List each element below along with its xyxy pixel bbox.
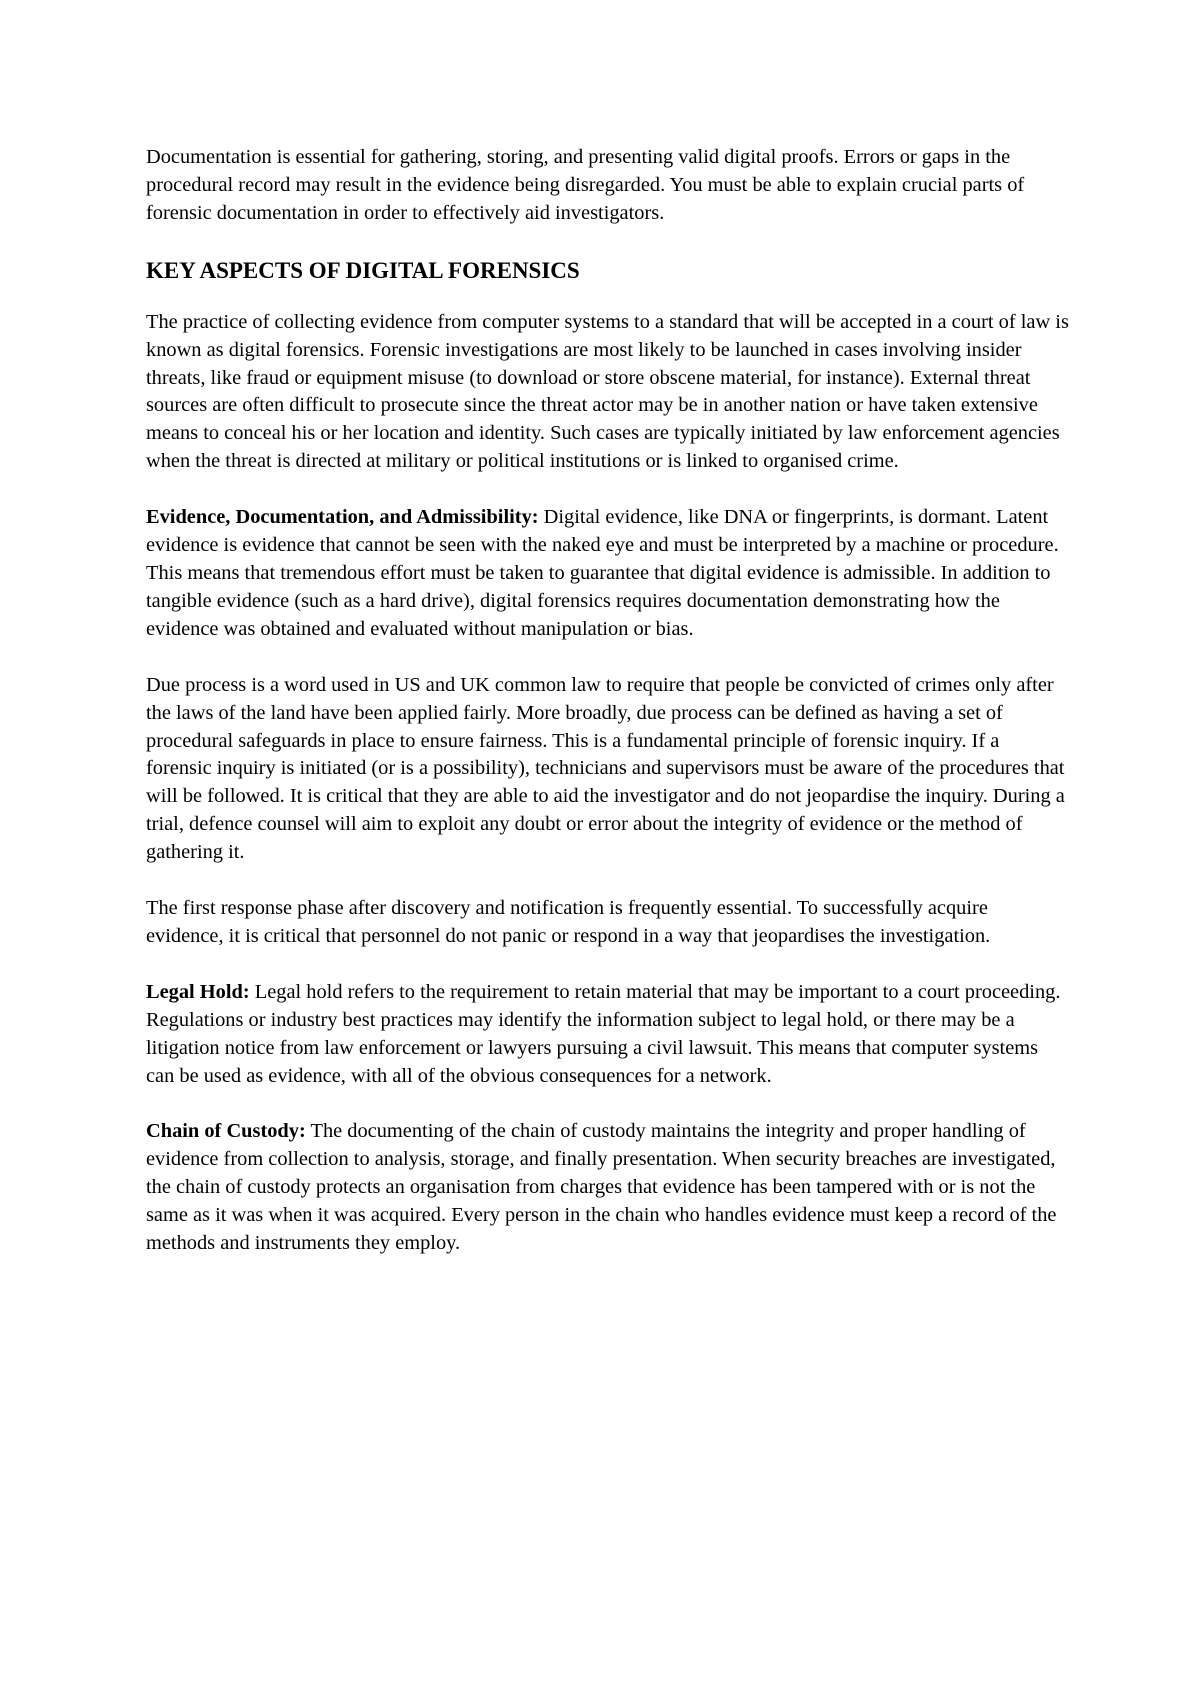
legal-hold-text: Legal hold refers to the requirement to retain material that may be important to a court proceeding. Regulations or industry best practices may identify the information subject to legal hold, or there may be a litigation notice from law enforcement or lawyers pursuing a civil lawsuit. This means that computer systems can be used as evidence, with all of the obvious consequences for a network. — [146, 980, 1061, 1087]
legal-hold-label: Legal Hold: — [146, 980, 250, 1003]
digital-forensics-paragraph: The practice of collecting evidence from computer systems to a standard that will be accepted in a court of law is known as digital forensics. Forensic investigations are most likely to be launched in cases involving insider threats, like fraud or equipment misuse (to download or store obscene material, for instance). External threat sources are often difficult to prosecute since the threat actor may be in another nation or have taken extensive means to conceal his or her location and identity. Such cases are typically initiated by law enforcement agencies when the threat is directed at military or political institutions or is linked to organised crime. — [146, 310, 1069, 473]
legal-hold-paragraph — [146, 979, 1070, 1091]
evidence-text: Digital evidence, like DNA or fingerprints, is dormant. Latent evidence is evidence that cannot be seen with the naked eye and must be interpreted by a machine or procedure. This means that tremendous effort must be taken to guarantee that digital evidence is admissible. In addition to tangible evidence (such as a hard drive), digital forensics requires documentation demonstrating how the evidence was obtained and evaluated without manipulation or bias. — [146, 506, 1059, 640]
due-process-paragraph: Due process is a word used in US and UK common law to require that people be convicted of crimes only after the laws of the land have been applied fairly. More broadly, due process can be defined as having a set of procedural safeguards in place to ensure fairness. This is a fundamental principle of forensic inquiry. If a forensic inquiry is initiated (or is a possibility), technicians and supervisors must be aware of the procedures that will be followed. It is critical that they are able to aid the investigator and do not jeopardise the inquiry. During a trial, defence counsel will aim to exploit any doubt or error about the integrity of evidence or the method of gathering it. — [146, 673, 1065, 864]
chain-of-custody-text: The documenting of the chain of custody maintains the integrity and proper handling of evidence from collection to analysis, storage, and finally presentation. When security breaches are investigated, the chain of custody protects an organisation from charges that evidence has been tampered with or is not the same as it was when it was acquired. Every person in the chain who handles evidence must keep a record of the methods and instruments they employ. — [146, 1120, 1057, 1255]
chain-of-custody-label: Chain of Custody: — [146, 1120, 306, 1143]
section-heading: KEY ASPECTS OF DIGITAL FORENSICS — [146, 257, 580, 283]
first-response-paragraph: The first response phase after discovery and notification is frequently essential. To successfully acquire evidence, it is critical that personnel do not panic or respond in a way that jeopardises the investigation. — [146, 897, 991, 947]
evidence-label: Evidence, Documentation, and Admissibility: — [146, 506, 539, 529]
evidence-paragraph — [146, 504, 1070, 644]
chain-of-custody-paragraph — [146, 1118, 1070, 1258]
intro-paragraph: Documentation is essential for gathering, storing, and presenting valid digital proofs. Errors or gaps in the procedural record may result in the evidence being disregarded. You must be able to explain crucial parts of forensic documentation in order to effectively aid investigators. — [146, 146, 1025, 224]
